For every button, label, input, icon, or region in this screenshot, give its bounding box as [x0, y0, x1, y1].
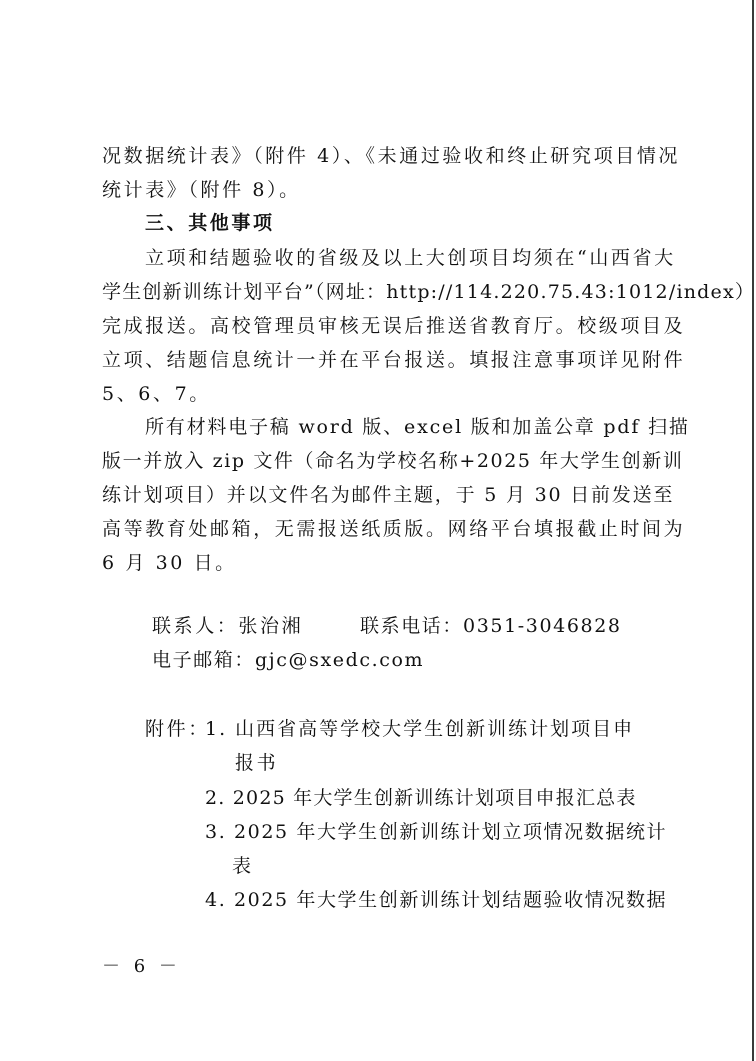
- body-line: 学生创新训练计划平台”（网址：http://114.220.75.43:1012/index）: [102, 281, 756, 303]
- attachment-item-continued: 表: [232, 855, 254, 877]
- body-line: 立项、结题信息统计一并在平台报送。填报注意事项详见附件: [102, 349, 686, 371]
- body-line: 完成报送。高校管理员审核无误后推送省教育厅。校级项目及: [102, 315, 686, 337]
- attachment-item-continued: 报书: [235, 752, 279, 774]
- contact-phone: 联系电话：0351-3046828: [360, 615, 622, 637]
- attachment-item: 4. 2025 年大学生创新训练计划结题验收情况数据: [205, 889, 668, 911]
- body-line: 5、6、7。: [102, 383, 211, 405]
- attachment-item: 3. 2025 年大学生创新训练计划立项情况数据统计: [205, 821, 668, 843]
- body-line: 练计划项目）并以文件名为邮件主题，于 5 月 30 日前发送至: [102, 484, 675, 506]
- section-heading: 三、其他事项: [145, 212, 275, 234]
- body-line: 统计表》（附件 8）。: [102, 179, 301, 201]
- page-number: － 6 －: [102, 956, 181, 977]
- body-line: 况数据统计表》（附件 4）、《未通过验收和终止研究项目情况: [102, 145, 681, 167]
- contact-email: 电子邮箱：gjc@sxedc.com: [152, 649, 425, 671]
- attachment-item: 1. 山西省高等学校大学生创新训练计划项目申: [205, 718, 635, 740]
- body-line: 版一并放入 zip 文件（命名为学校名称+2025 年大学生创新训: [102, 450, 684, 472]
- body-line: 6 月 30 日。: [102, 552, 237, 574]
- body-line: 高等教育处邮箱，无需报送纸质版。网络平台填报截止时间为: [102, 518, 686, 540]
- attachments-label: 附件：: [145, 718, 210, 740]
- attachment-item: 2. 2025 年大学生创新训练计划项目申报汇总表: [205, 787, 637, 809]
- body-line: 所有材料电子稿 word 版、excel 版和加盖公章 pdf 扫描: [145, 416, 690, 438]
- page-edge-divider: [752, 0, 754, 1061]
- body-line: 立项和结题验收的省级及以上大创项目均须在“山西省大: [145, 247, 676, 269]
- contact-person: 联系人：张治湘: [152, 615, 304, 637]
